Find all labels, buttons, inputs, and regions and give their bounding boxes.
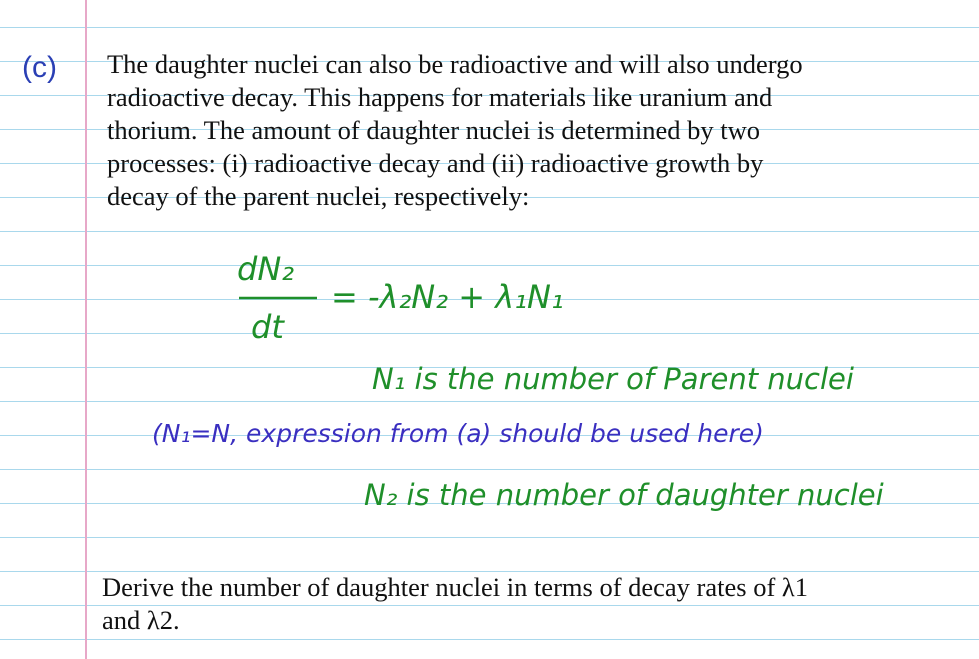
question-paragraph	[102, 571, 962, 637]
rate-equation	[225, 242, 645, 354]
margin-line	[85, 0, 87, 659]
intro-line: radioactive decay. This happens for materials like uranium and	[107, 82, 773, 112]
equation-numerator: dN₂	[237, 250, 295, 288]
intro-line: thorium. The amount of daughter nuclei is determined by two	[107, 115, 761, 145]
n1-definition: N₁ is the number of Parent nuclei	[372, 362, 854, 396]
n2-definition: N₂ is the number of daughter nuclei	[364, 478, 884, 512]
part-label	[20, 34, 80, 96]
part-label-text: (c)	[22, 51, 57, 84]
question-line: and λ2.	[102, 605, 180, 635]
equation-denominator: dt	[251, 308, 284, 346]
question-line: Derive the number of daughter nuclei in terms of decay rates of λ1	[102, 572, 809, 602]
intro-paragraph	[107, 48, 967, 213]
equation-rhs: = -λ₂N₂ + λ₁N₁	[331, 278, 564, 316]
intro-line: processes: (i) radioactive decay and (ii) radioactive growth by	[107, 148, 764, 178]
intro-line: decay of the parent nuclei, respectively:	[107, 181, 530, 211]
n1-expression-note: (N₁=N, expression from (a) should be used here)	[152, 419, 764, 448]
intro-line: The daughter nuclei can also be radioactive and will also undergo	[107, 49, 803, 79]
